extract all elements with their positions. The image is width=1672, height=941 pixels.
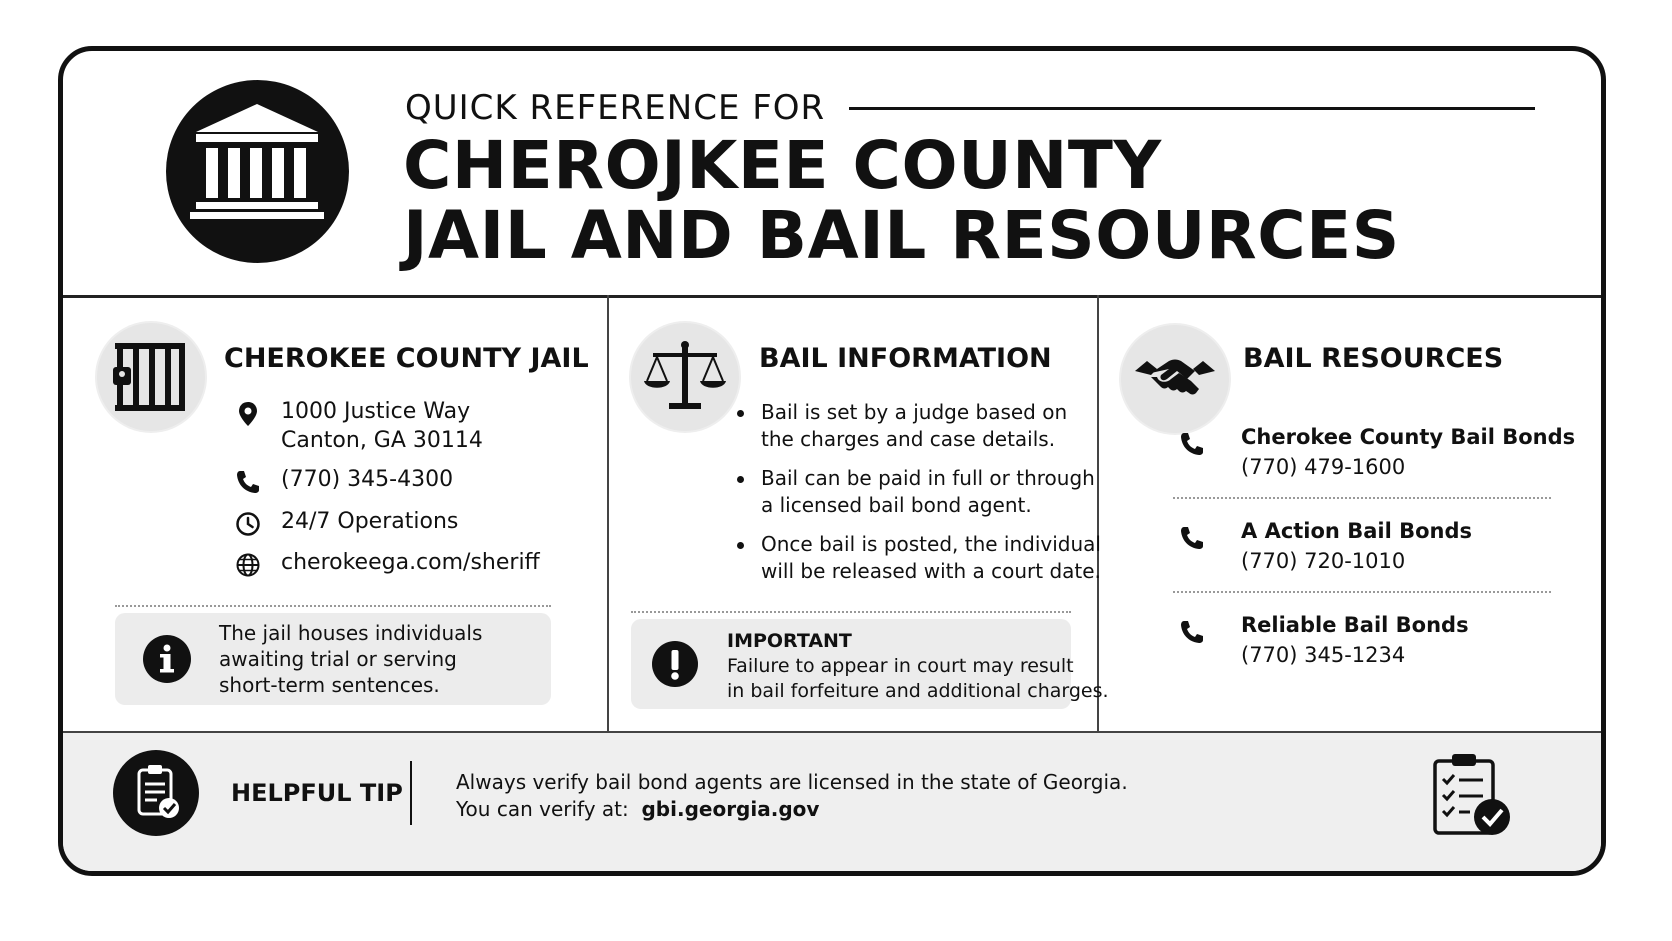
bond-divider xyxy=(1173,497,1551,499)
jail-title: CHEROKEE COUNTY JAIL xyxy=(224,343,589,374)
title-line-2: JAIL AND BAIL RESOURCES xyxy=(403,197,1400,274)
bail-info-divider xyxy=(631,611,1071,613)
bail-resources-title: BAIL RESOURCES xyxy=(1243,343,1504,374)
list-item: Bail can be paid in full or through a licensed bail bond agent. xyxy=(733,465,1101,519)
phone-icon xyxy=(1177,617,1207,647)
scales-icon xyxy=(631,323,739,431)
jail-note-line-3: short-term sentences. xyxy=(219,673,440,697)
handshake-icon xyxy=(1121,325,1229,433)
bond-name: Cherokee County Bail Bonds xyxy=(1241,425,1576,449)
phone-icon xyxy=(1177,523,1207,553)
jail-note xyxy=(115,613,551,705)
info-icon xyxy=(142,634,192,684)
jail-note-line-1: The jail houses individuals xyxy=(219,621,483,645)
location-pin-icon xyxy=(233,399,263,429)
clock-icon xyxy=(233,509,263,539)
helpful-tip-footer xyxy=(63,731,1601,876)
jail-website[interactable]: cherokeega.com/sheriff xyxy=(281,550,540,575)
bond-item-1[interactable] xyxy=(1177,425,1576,489)
important-line-2: in bail forfeiture and additional charges. xyxy=(727,680,1109,702)
bail-info-title: BAIL INFORMATION xyxy=(759,343,1052,374)
jail-note-line-2: awaiting trial or serving xyxy=(219,647,457,671)
bond-item-3[interactable] xyxy=(1177,613,1557,677)
bond-divider xyxy=(1173,591,1551,593)
jail-section xyxy=(63,295,609,731)
address-line-2: Canton, GA 30114 xyxy=(281,428,483,453)
list-item: Once bail is posted, the individual will be released with a court date. xyxy=(733,531,1101,585)
bond-phone[interactable]: (770) 720-1010 xyxy=(1241,549,1406,573)
jail-divider xyxy=(115,605,551,607)
jail-cell-icon xyxy=(97,323,205,431)
jail-address xyxy=(233,397,483,455)
globe-icon xyxy=(233,550,263,580)
bail-resources-section xyxy=(1097,295,1603,731)
bail-info-list xyxy=(733,399,1101,597)
jail-phone-row xyxy=(233,465,453,497)
checklist-icon xyxy=(1430,751,1520,841)
bond-name: A Action Bail Bonds xyxy=(1241,519,1472,543)
tip-line-2-prefix: You can verify at: xyxy=(456,797,629,821)
exclamation-icon xyxy=(651,640,699,688)
clipboard-icon xyxy=(113,750,199,836)
important-line-1: Failure to appear in court may result xyxy=(727,655,1074,677)
address-line-1: 1000 Justice Way xyxy=(281,399,471,424)
subtitle-divider xyxy=(849,107,1535,110)
header xyxy=(63,51,1601,298)
phone-icon xyxy=(233,467,263,497)
bond-phone[interactable]: (770) 345-1234 xyxy=(1241,643,1406,667)
title-line-1: CHEROJKEE COUNTY xyxy=(403,127,1162,204)
bond-phone[interactable]: (770) 479-1600 xyxy=(1241,455,1406,479)
helpful-tip-label: HELPFUL TIP xyxy=(231,779,403,807)
header-subtitle: QUICK REFERENCE FOR xyxy=(405,88,826,128)
bond-item-2[interactable] xyxy=(1177,519,1557,583)
tip-line-1: Always verify bail bond agents are licensed in the state of Georgia. xyxy=(456,770,1128,794)
tip-separator xyxy=(410,761,412,825)
phone-icon xyxy=(1177,429,1207,459)
bond-name: Reliable Bail Bonds xyxy=(1241,613,1469,637)
jail-hours: 24/7 Operations xyxy=(281,509,459,534)
jail-website-row xyxy=(233,548,540,580)
bail-info-section xyxy=(607,295,1109,731)
page-title xyxy=(403,127,1400,274)
jail-hours-row xyxy=(233,507,458,539)
courthouse-icon xyxy=(166,80,349,263)
helpful-tip-text xyxy=(456,769,1128,823)
jail-phone[interactable]: (770) 345-4300 xyxy=(281,467,454,492)
list-item: Bail is set by a judge based on the charges and case details. xyxy=(733,399,1101,453)
important-note xyxy=(631,619,1109,709)
important-label: IMPORTANT xyxy=(727,630,852,652)
verify-link[interactable]: gbi.georgia.gov xyxy=(641,797,820,821)
reference-card xyxy=(58,46,1606,876)
